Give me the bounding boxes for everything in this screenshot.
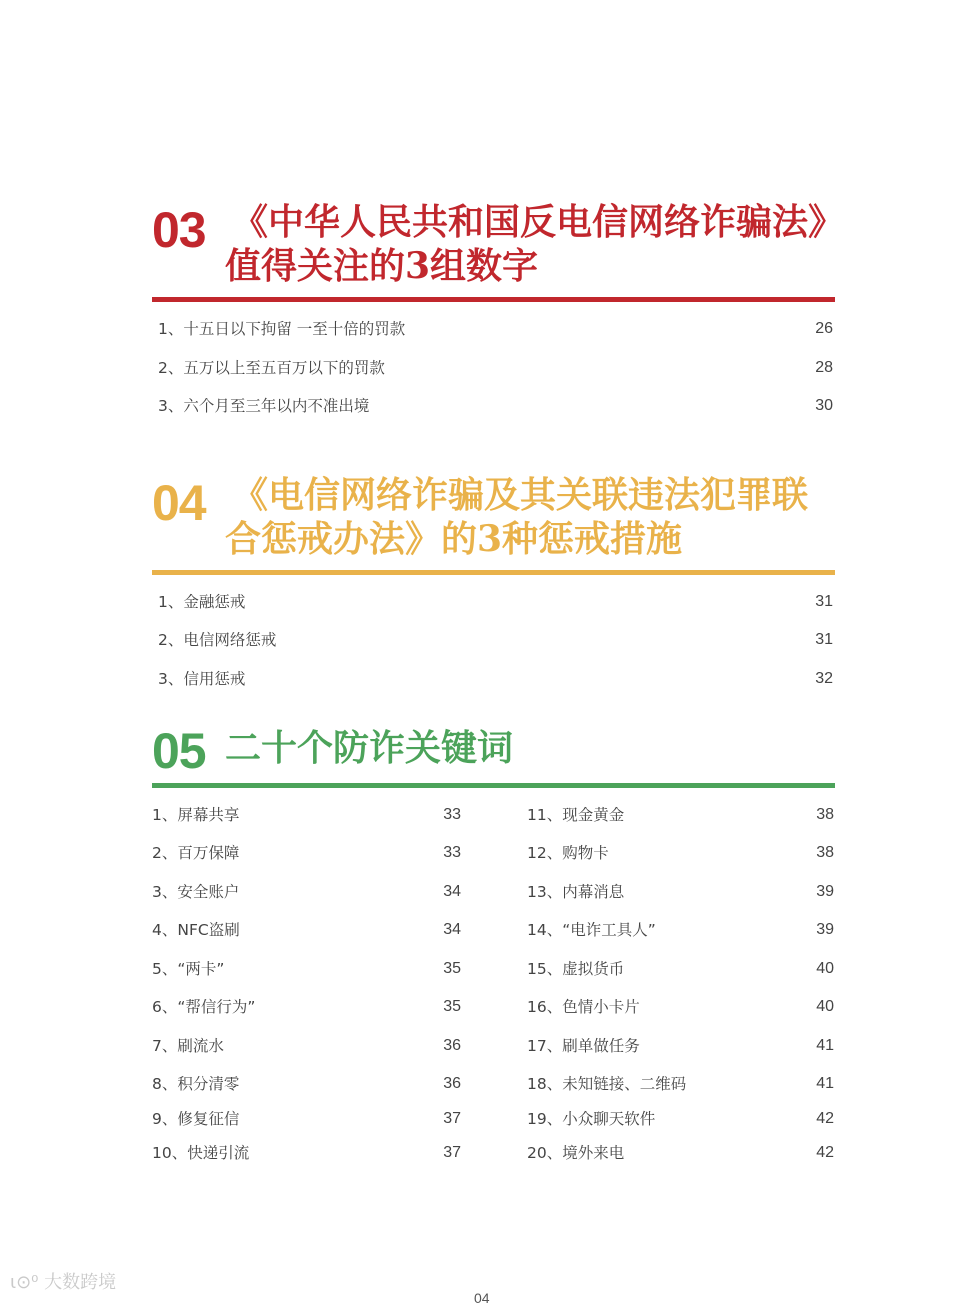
- toc-entry-label: 6、“帮信行为”: [152, 998, 256, 1016]
- toc-entry-label: 12、购物卡: [527, 844, 609, 862]
- toc-entry-label: 3、信用惩戒: [158, 670, 246, 688]
- toc-entry-label: 8、积分清零: [152, 1075, 240, 1093]
- page-number: 04: [474, 1290, 490, 1306]
- section-rule: [152, 783, 835, 788]
- toc-entry[interactable]: [527, 958, 834, 980]
- toc-entry[interactable]: [152, 958, 461, 980]
- toc-entry[interactable]: [152, 881, 461, 903]
- keyword-row: [152, 1108, 835, 1130]
- toc-entry[interactable]: [152, 1108, 461, 1130]
- toc-entry-page: 31: [815, 631, 833, 648]
- toc-entry-label: 1、屏幕共享: [152, 806, 240, 824]
- toc-entry-label: 14、“电诈工具人”: [527, 921, 656, 939]
- toc-entry[interactable]: [152, 996, 461, 1018]
- toc-entry[interactable]: [527, 1108, 834, 1130]
- toc-entry[interactable]: [152, 668, 835, 690]
- section-rule: [152, 297, 835, 302]
- toc-entry-page: 30: [815, 397, 833, 414]
- toc-entry[interactable]: [527, 1142, 834, 1164]
- section-number: 04: [152, 475, 206, 531]
- toc-entry[interactable]: [527, 919, 834, 941]
- toc-entry-page: 41: [816, 1037, 834, 1054]
- toc-entry-label: 11、现金黄金: [527, 806, 625, 824]
- toc-entry[interactable]: [152, 357, 835, 379]
- toc-entry-page: 35: [443, 960, 461, 977]
- keyword-row: [152, 958, 835, 980]
- section-title-line-2: 值得关注的3组数字: [225, 245, 539, 287]
- toc-entry-label: 15、虚拟货币: [527, 960, 625, 978]
- toc-entry[interactable]: [527, 804, 834, 826]
- toc-entry-page: 37: [443, 1110, 461, 1127]
- toc-entry-page: 36: [443, 1037, 461, 1054]
- toc-entry-label: 3、安全账户: [152, 883, 240, 901]
- toc-entry[interactable]: [152, 1142, 461, 1164]
- toc-entry-page: 42: [816, 1110, 834, 1127]
- toc-entry[interactable]: [527, 1035, 834, 1057]
- watermark: [10, 1268, 116, 1294]
- section-rule: [152, 570, 835, 575]
- toc-entry-page: 33: [443, 806, 461, 823]
- toc-entry[interactable]: [152, 1035, 461, 1057]
- toc-entry-page: 38: [816, 844, 834, 861]
- section-title-line-1: 《电信网络诈骗及其关联违法犯罪联: [232, 474, 809, 516]
- toc-entry-page: 35: [443, 998, 461, 1015]
- toc-entry-page: 26: [815, 320, 833, 337]
- toc-entry-page: 28: [815, 359, 833, 376]
- toc-entry-label: 1、十五日以下拘留 一至十倍的罚款: [158, 320, 406, 338]
- toc-entry-page: 31: [815, 593, 833, 610]
- toc-entry-page: 33: [443, 844, 461, 861]
- toc-entry-page: 40: [816, 998, 834, 1015]
- toc-entry-page: 39: [816, 921, 834, 938]
- keyword-row: [152, 804, 835, 826]
- toc-entry[interactable]: [527, 996, 834, 1018]
- toc-entry-label: 7、刷流水: [152, 1037, 224, 1055]
- watermark-logo-icon: ɩ⊙⁰: [10, 1272, 39, 1293]
- section-title-line-2: 合惩戒办法》的3种惩戒措施: [225, 518, 683, 560]
- keyword-row: [152, 1073, 835, 1095]
- keyword-row: [152, 1142, 835, 1164]
- keyword-row: [152, 1035, 835, 1057]
- toc-entry[interactable]: [152, 842, 461, 864]
- toc-entry-page: 32: [815, 670, 833, 687]
- toc-entry-label: 9、修复征信: [152, 1110, 240, 1128]
- toc-entry[interactable]: [527, 842, 834, 864]
- toc-entry-page: 42: [816, 1144, 834, 1161]
- toc-entry[interactable]: [527, 1073, 834, 1095]
- toc-entry-label: 19、小众聊天软件: [527, 1110, 656, 1128]
- toc-entry-label: 4、NFC盗刷: [152, 921, 240, 939]
- toc-entry-page: 41: [816, 1075, 834, 1092]
- toc-entry[interactable]: [527, 881, 834, 903]
- toc-entry[interactable]: [152, 318, 835, 340]
- toc-entry-label: 13、内幕消息: [527, 883, 625, 901]
- toc-entry[interactable]: [152, 591, 835, 613]
- keyword-row: [152, 881, 835, 903]
- toc-entry-page: 37: [443, 1144, 461, 1161]
- toc-entry-label: 20、境外来电: [527, 1144, 625, 1162]
- toc-entry-label: 10、快递引流: [152, 1144, 250, 1162]
- toc-entry-page: 40: [816, 960, 834, 977]
- toc-entry[interactable]: [152, 1073, 461, 1095]
- section-number: 03: [152, 202, 206, 258]
- toc-entry[interactable]: [152, 629, 835, 651]
- keyword-row: [152, 919, 835, 941]
- toc-entry[interactable]: [152, 919, 461, 941]
- toc-entry-page: 36: [443, 1075, 461, 1092]
- toc-entry-label: 2、五万以上至五百万以下的罚款: [158, 359, 385, 377]
- toc-entry-label: 5、“两卡”: [152, 960, 225, 978]
- section-title-line-1: 二十个防诈关键词: [225, 727, 514, 769]
- toc-entry-label: 3、六个月至三年以内不准出境: [158, 397, 370, 415]
- toc-entry[interactable]: [152, 395, 835, 417]
- toc-entry[interactable]: [152, 804, 461, 826]
- section-title-line-1: 《中华人民共和国反电信网络诈骗法》: [232, 201, 845, 243]
- watermark-text: 大数跨境: [44, 1272, 117, 1293]
- toc-entry-label: 16、色情小卡片: [527, 998, 640, 1016]
- toc-entry-page: 34: [443, 921, 461, 938]
- toc-entry-label: 2、电信网络惩戒: [158, 631, 277, 649]
- toc-entry-label: 18、未知链接、二维码: [527, 1075, 687, 1093]
- toc-entry-label: 17、刷单做任务: [527, 1037, 640, 1055]
- toc-entry-label: 2、百万保障: [152, 844, 240, 862]
- toc-entry-page: 38: [816, 806, 834, 823]
- toc-entry-page: 34: [443, 883, 461, 900]
- toc-entry-page: 39: [816, 883, 834, 900]
- keyword-row: [152, 842, 835, 864]
- section-number: 05: [152, 723, 206, 779]
- toc-entry-label: 1、金融惩戒: [158, 593, 246, 611]
- keyword-row: [152, 996, 835, 1018]
